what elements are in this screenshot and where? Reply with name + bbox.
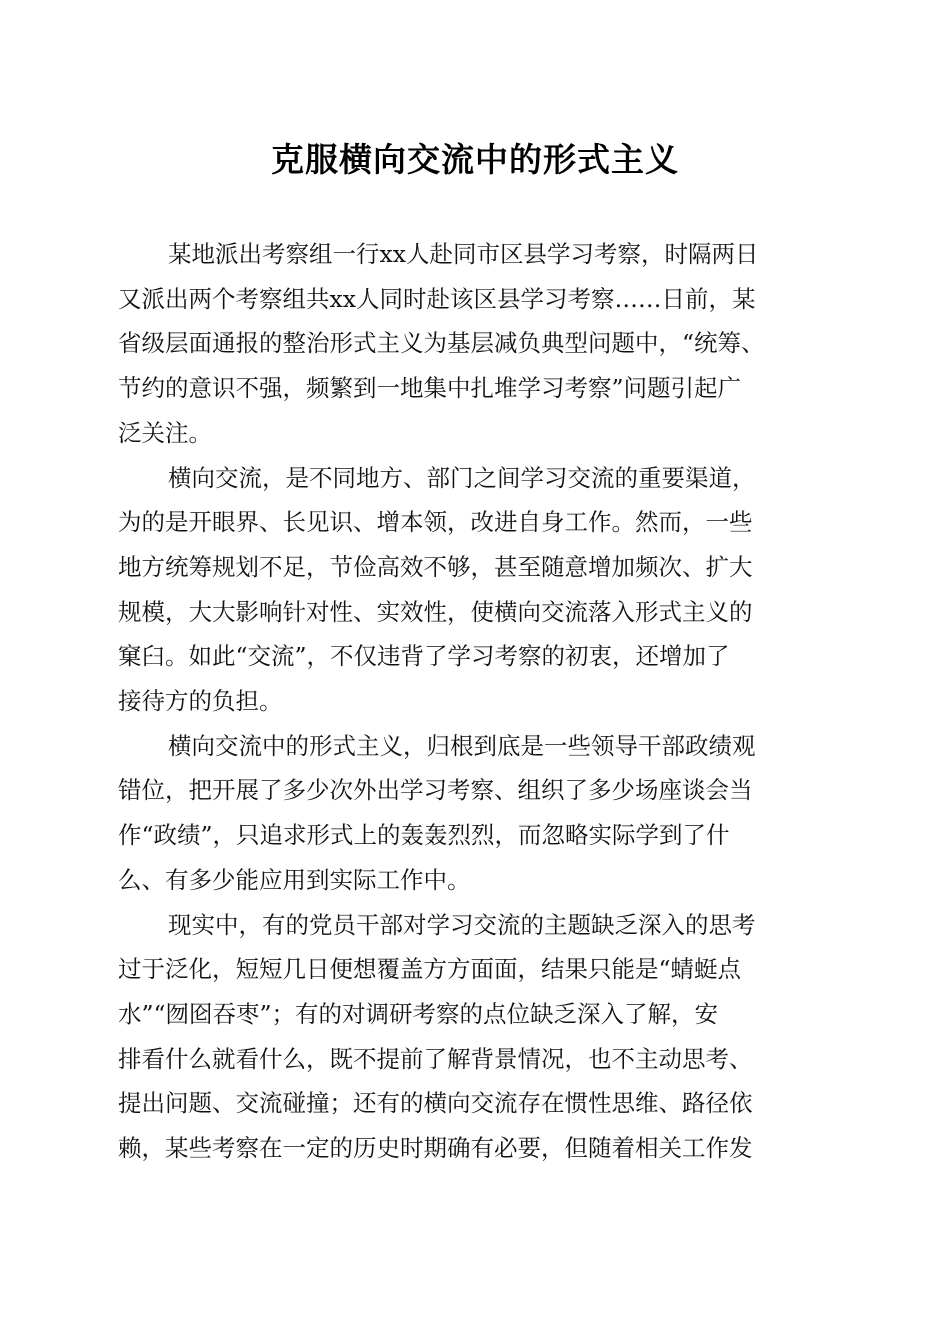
paragraph-line: 窠臼。如此“交流”，不仅违背了学习考察的初衷，还增加了 bbox=[118, 642, 730, 671]
paragraph-line: 泛关注。 bbox=[118, 418, 212, 447]
paragraph-line: 作“政绩”，只追求形式上的轰轰烈烈，而忽略实际学到了什 bbox=[118, 821, 730, 850]
paragraph-line: 又派出两个考察组共xx人同时赴该区县学习考察……日前，某 bbox=[118, 284, 756, 313]
paragraph-line: 为的是开眼界、长见识、增本领，改进自身工作。然而，一些 bbox=[118, 508, 753, 537]
paragraph-line: 赖，某些考察在一定的历史时期确有必要，但随着相关工作发 bbox=[118, 1134, 753, 1163]
paragraph-line: 过于泛化，短短几日便想覆盖方方面面，结果只能是“蜻蜓点 bbox=[118, 955, 742, 984]
paragraph-line: 横向交流，是不同地方、部门之间学习交流的重要渠道， bbox=[168, 463, 756, 492]
paragraph-line: 错位，把开展了多少次外出学习考察、组织了多少场座谈会当 bbox=[118, 776, 753, 805]
document-title: 克服横向交流中的形式主义 bbox=[271, 140, 679, 179]
paragraph-line: 水”“囫囵吞枣”；有的对调研考察的点位缺乏深入了解，安 bbox=[118, 999, 719, 1028]
paragraph-line: 规模，大大影响针对性、实效性，使横向交流落入形式主义的 bbox=[118, 597, 753, 626]
paragraph-line: 么、有多少能应用到实际工作中。 bbox=[118, 865, 471, 894]
paragraph-2 bbox=[118, 456, 830, 724]
paragraph-line: 提出问题、交流碰撞；还有的横向交流存在惯性思维、路径依 bbox=[118, 1089, 753, 1118]
paragraph-1 bbox=[118, 232, 830, 456]
paragraph-4 bbox=[118, 903, 830, 1171]
paragraph-line: 地方统筹规划不足，节俭高效不够，甚至随意增加频次、扩大 bbox=[118, 552, 753, 581]
paragraph-line: 节约的意识不强，频繁到一地集中扎堆学习考察”问题引起广 bbox=[118, 374, 742, 403]
paragraph-line: 某地派出考察组一行xx人赴同市区县学习考察，时隔两日 bbox=[168, 240, 759, 268]
paragraph-3 bbox=[118, 724, 830, 903]
paragraph-line: 现实中，有的党员干部对学习交流的主题缺乏深入的思考 bbox=[168, 910, 756, 939]
paragraph-line: 接待方的负担。 bbox=[118, 687, 283, 716]
paragraph-line: 省级层面通报的整治形式主义为基层减负典型问题中，“统筹、 bbox=[118, 329, 765, 358]
paragraph-line: 排看什么就看什么，既不提前了解背景情况，也不主动思考、 bbox=[118, 1044, 753, 1073]
document-body bbox=[118, 232, 830, 1171]
paragraph-line: 横向交流中的形式主义，归根到底是一些领导干部政绩观 bbox=[168, 731, 756, 760]
